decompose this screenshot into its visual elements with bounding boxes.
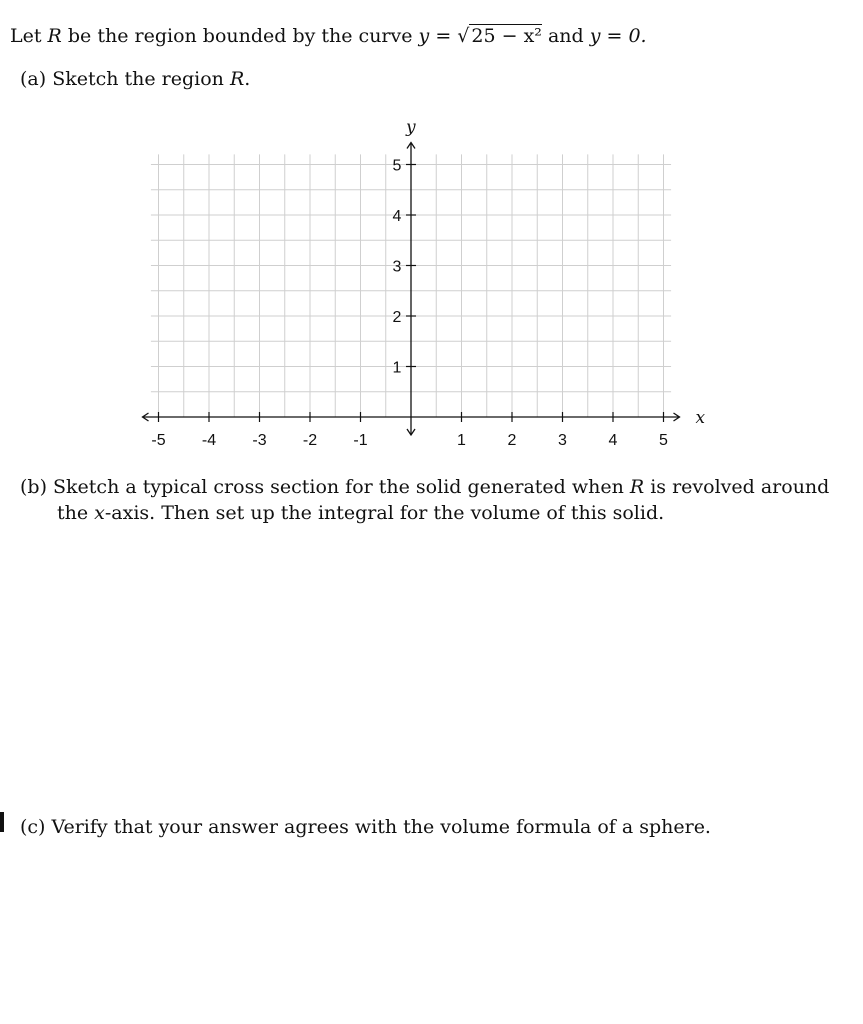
part-c xyxy=(20,814,711,840)
coordinate-grid[interactable] xyxy=(0,0,863,470)
y-tick-label: 2 xyxy=(392,309,402,326)
x-tick-label: 2 xyxy=(507,432,517,449)
part-b-line2-end: -axis. Then set up the integral for the volume of this solid. xyxy=(104,502,665,524)
equation-second: y = 0. xyxy=(589,25,647,47)
y-tick-label: 5 xyxy=(392,157,402,175)
y-tick-label: 4 xyxy=(392,208,402,225)
x-tick-label: 5 xyxy=(659,432,668,449)
intro-and: and xyxy=(541,25,590,47)
axes xyxy=(143,118,706,436)
part-b-line2-start: the xyxy=(57,502,95,524)
x-tick-label: -1 xyxy=(353,432,368,449)
part-c-label: (c) Verify that your answer agrees with the volume formula of a sphere. xyxy=(20,816,711,838)
sqrt-symbol: √ xyxy=(457,25,470,47)
x-tick-label: 3 xyxy=(558,432,567,449)
x-tick-label: -2 xyxy=(302,432,318,449)
x-tick-label: -3 xyxy=(252,432,267,449)
part-b-axis-var: x xyxy=(94,502,105,524)
part-b xyxy=(20,474,829,500)
part-b-line1-start: (b) Sketch a typical cross section for the solid generated when xyxy=(20,476,630,498)
x-tick-label: 1 xyxy=(457,432,466,449)
sqrt-radicand: 25 − x² xyxy=(471,25,542,47)
tick-labels xyxy=(151,158,668,450)
y-axis-label: y xyxy=(406,117,416,138)
part-a-label: (a) Sketch the region xyxy=(20,68,230,90)
margin-mark xyxy=(0,812,4,832)
intro-mid: be the region bounded by the curve xyxy=(61,25,419,47)
part-a-end: . xyxy=(244,68,251,90)
equation-lhs: y = xyxy=(418,25,458,47)
part-b-line1-end: is revolved around xyxy=(644,476,830,498)
region-variable: R xyxy=(47,25,62,47)
x-axis-label: x xyxy=(695,408,706,428)
part-a-var: R xyxy=(229,68,245,90)
x-tick-label: -4 xyxy=(201,432,217,449)
intro-lead: Let xyxy=(10,25,48,47)
x-tick-label: 4 xyxy=(608,432,618,449)
y-tick-label: 1 xyxy=(392,359,402,377)
part-b-line2 xyxy=(57,500,664,526)
part-b-var: R xyxy=(629,476,645,498)
y-tick-label: 3 xyxy=(392,258,402,276)
x-tick-label: -5 xyxy=(151,432,166,449)
